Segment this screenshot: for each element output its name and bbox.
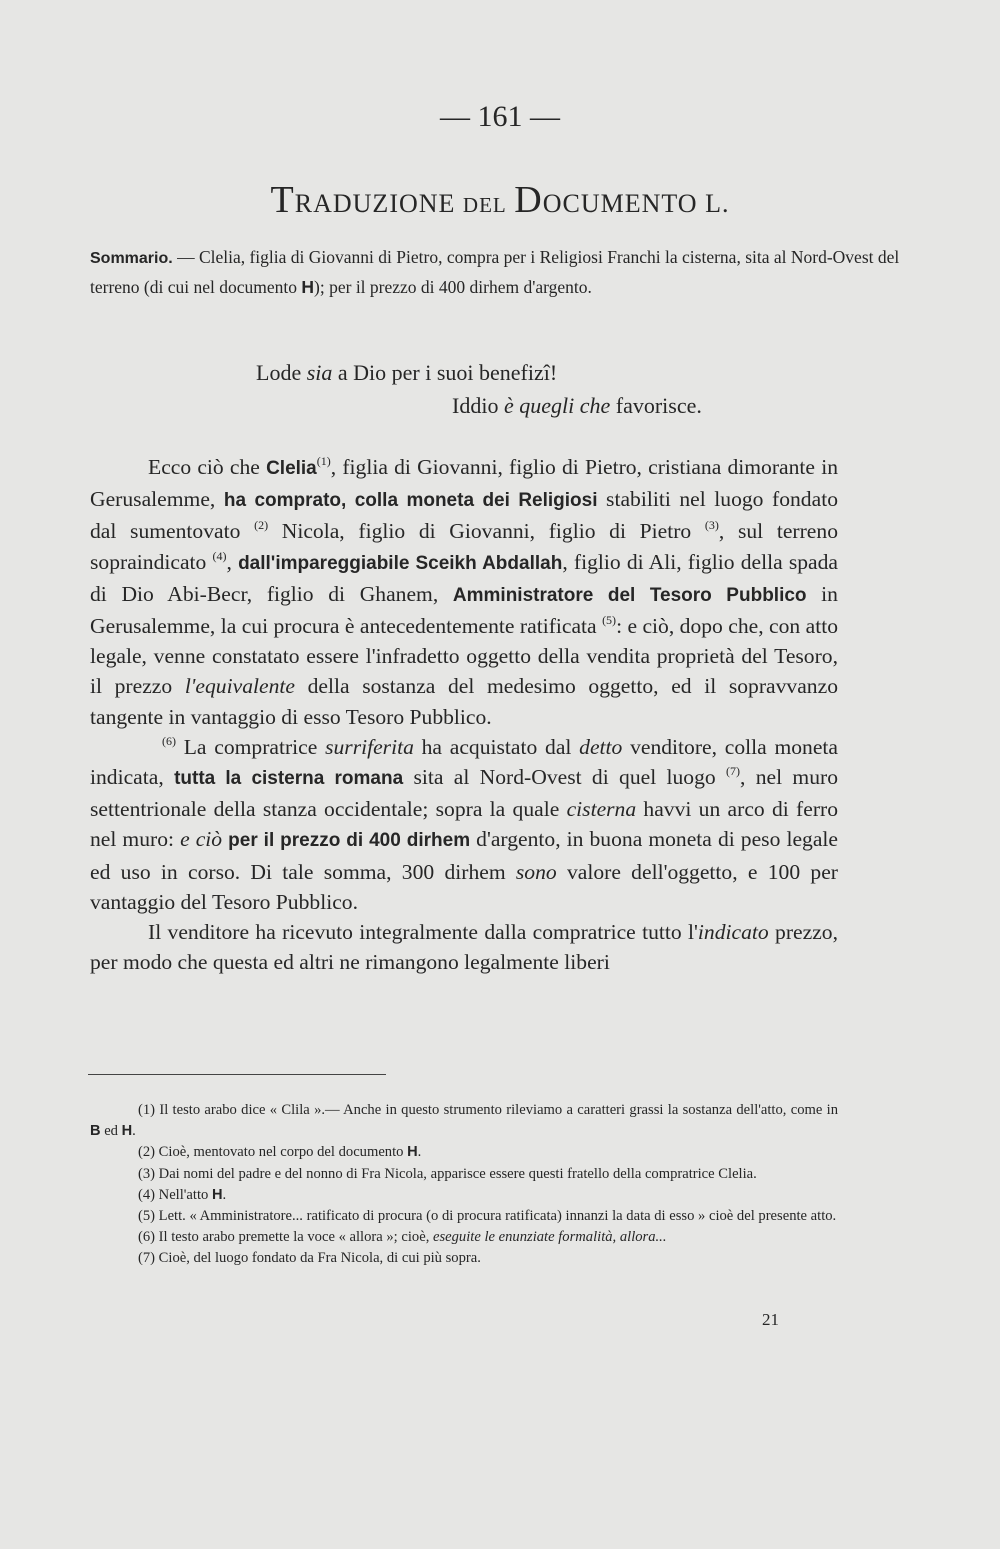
text-run: ,	[226, 549, 239, 574]
summary-text-1: — Clelia, figlia di Giovanni di Pietro, compra per i Religiosi Franchi la cisterna, sita al Nord-Ovest del terreno (di cui nel documento	[90, 247, 900, 297]
paragraph-2	[90, 732, 838, 917]
page-number: — 161 —	[440, 100, 560, 133]
text-run: stabiliti nel luogo fondato dal sumentovato	[90, 487, 838, 544]
signature-mark: 21	[762, 1310, 779, 1329]
paragraph-3	[90, 917, 838, 977]
title-word-2: DEL	[462, 193, 507, 217]
text-run: ed	[100, 1123, 122, 1140]
title-initial-t: T	[270, 179, 295, 221]
footnotes	[90, 1100, 838, 1270]
italic-text: detto	[579, 734, 623, 759]
text-run: havvi un arco di ferro nel muro:	[90, 797, 838, 852]
footnote-ref: (5)	[602, 613, 617, 628]
text-run: valore dell'oggetto, e 100 per vantaggio del Tesoro Pubblico.	[90, 859, 838, 914]
footnote-divider	[88, 1074, 386, 1075]
footnote-ref: (3)	[704, 518, 719, 533]
text-run: prezzo, per modo che questa ed altri ne rimangono legalmente liberi	[90, 920, 838, 975]
italic-text: e ciò	[180, 827, 223, 852]
summary-text-2: ); per il prezzo di 400 dirhem d'argento.	[314, 277, 592, 297]
footnote-ref: (2)	[254, 518, 269, 533]
italic-text: sono	[515, 859, 557, 884]
summary-bold-letter: H	[301, 277, 315, 297]
invocation-text: Lode	[256, 360, 307, 385]
text-run: , figlia di Giovanni, figlio di Pietro, cristiana dimorante in Gerusalemme,	[90, 455, 838, 512]
bold-text: Amministratore del Tesoro Pubblico	[452, 584, 807, 606]
text-run: : e ciò, dopo che, con atto legale, venne constatato essere l'infradetto oggetto della vendita proprietà del Tesoro, il prezzo	[90, 614, 838, 699]
invocation-text: a Dio per i suoi benefizî!	[332, 360, 558, 385]
invocation-line-2	[452, 393, 702, 419]
text-run: (1) Il testo arabo dice « Clila ».— Anche in questo strumento rileviamo a caratteri grassi la sostanza dell'atto, come in	[138, 1102, 838, 1118]
title-initial-d: D	[514, 179, 543, 221]
bold-text: dall'impareggiabile Sceikh Abdallah	[238, 552, 563, 574]
italic-text: eseguite le enunziate formalità, allora...	[433, 1229, 667, 1246]
text-run: Il venditore ha ricevuto integralmente dalla compratrice tutto l'	[148, 920, 698, 945]
text-run: , figlio di Ali, figlio della spada di Dio Abi-Becr, figlio di Ghanem,	[90, 549, 839, 606]
footnote-2	[90, 1142, 838, 1163]
bold-text: H	[121, 1123, 133, 1140]
footnote-3: (3) Dai nomi del padre e del nonno di Fra Nicola, apparisce essere questi fratello della compratrice Clelia.	[138, 1165, 757, 1182]
invocation-line-1	[256, 360, 557, 386]
paragraph-1	[90, 452, 838, 732]
text-run: .	[222, 1186, 227, 1203]
italic-text: cisterna	[566, 797, 637, 822]
footnote-7: (7) Cioè, del luogo fondato da Fra Nicola, di cui più sopra.	[138, 1250, 481, 1267]
body-text	[90, 452, 838, 977]
text-run: La compratrice	[176, 734, 326, 759]
invocation-italic: sia	[306, 360, 333, 385]
title-word-1: RADUZIONE	[294, 189, 456, 218]
italic-text: l'equivalente	[184, 674, 295, 699]
text-run: (2) Cioè, mentovato nel corpo del documento	[138, 1144, 408, 1161]
title-word-4: L.	[705, 189, 730, 218]
text-run: venditore, colla moneta indicata,	[90, 734, 838, 790]
footnote-ref: (4)	[212, 548, 227, 563]
text-run: (4) Nell'atto	[138, 1186, 212, 1203]
text-run: , nel muro settentrionale della stanza occidentale; sopra la quale	[90, 765, 838, 822]
bold-text: B	[90, 1123, 101, 1140]
text-run: sita al Nord-Ovest di quel luogo	[403, 765, 727, 790]
bold-text: tutta la cisterna romana	[174, 768, 404, 790]
text-run: (6) Il testo arabo premette la voce « allora »; cioè,	[138, 1229, 433, 1246]
invocation-italic: è quegli che	[503, 393, 611, 418]
text-run: della sostanza del medesimo oggetto, ed il sopravvanzo tangente in vantaggio di esso Tesoro Pubblico.	[90, 674, 838, 729]
summary	[90, 243, 920, 301]
footnote-ref: (1)	[316, 454, 331, 468]
invocation-text: Iddio	[452, 393, 504, 418]
summary-heading: Sommario.	[90, 250, 173, 267]
footnote-1	[90, 1100, 838, 1142]
text-run: .	[132, 1123, 136, 1140]
text-run: Ecco ciò che	[148, 455, 267, 479]
text-run: ha acquistato dal	[413, 734, 580, 759]
italic-text: indicato	[697, 920, 769, 945]
text-run: .	[417, 1144, 422, 1161]
text-run: in Gerusalemme, la cui procura è antecedentemente ratificata	[90, 581, 838, 639]
text-run: , sul terreno sopraindicato	[90, 519, 838, 574]
footnote-ref: (6)	[162, 733, 176, 748]
bold-text: ha comprato, colla moneta dei Religiosi	[223, 490, 598, 512]
title-word-3: OCUMENTO	[542, 189, 698, 218]
text-run: Nicola, figlio di Giovanni, figlio di Pietro	[268, 519, 705, 544]
italic-text: surriferita	[325, 734, 414, 759]
footnote-4	[90, 1185, 838, 1206]
bold-text: H	[407, 1144, 418, 1161]
invocation-text: favorisce.	[610, 393, 702, 418]
footnote-6	[90, 1227, 838, 1248]
bold-text: Clelia	[266, 458, 317, 479]
text-run: d'argento, in buona moneta di peso legale ed uso in corso. Di tale somma, 300 dirhem	[90, 827, 838, 884]
footnote-5: (5) Lett. « Amministratore... ratificato di procura (o di procura ratificata) innanzi la data di esso » cioè del presente atto.	[138, 1208, 837, 1225]
document-title	[0, 178, 1000, 222]
bold-text: H	[211, 1186, 223, 1203]
footnote-ref: (7)	[726, 764, 741, 779]
bold-text: per il prezzo di 400 dirhem	[228, 830, 471, 852]
